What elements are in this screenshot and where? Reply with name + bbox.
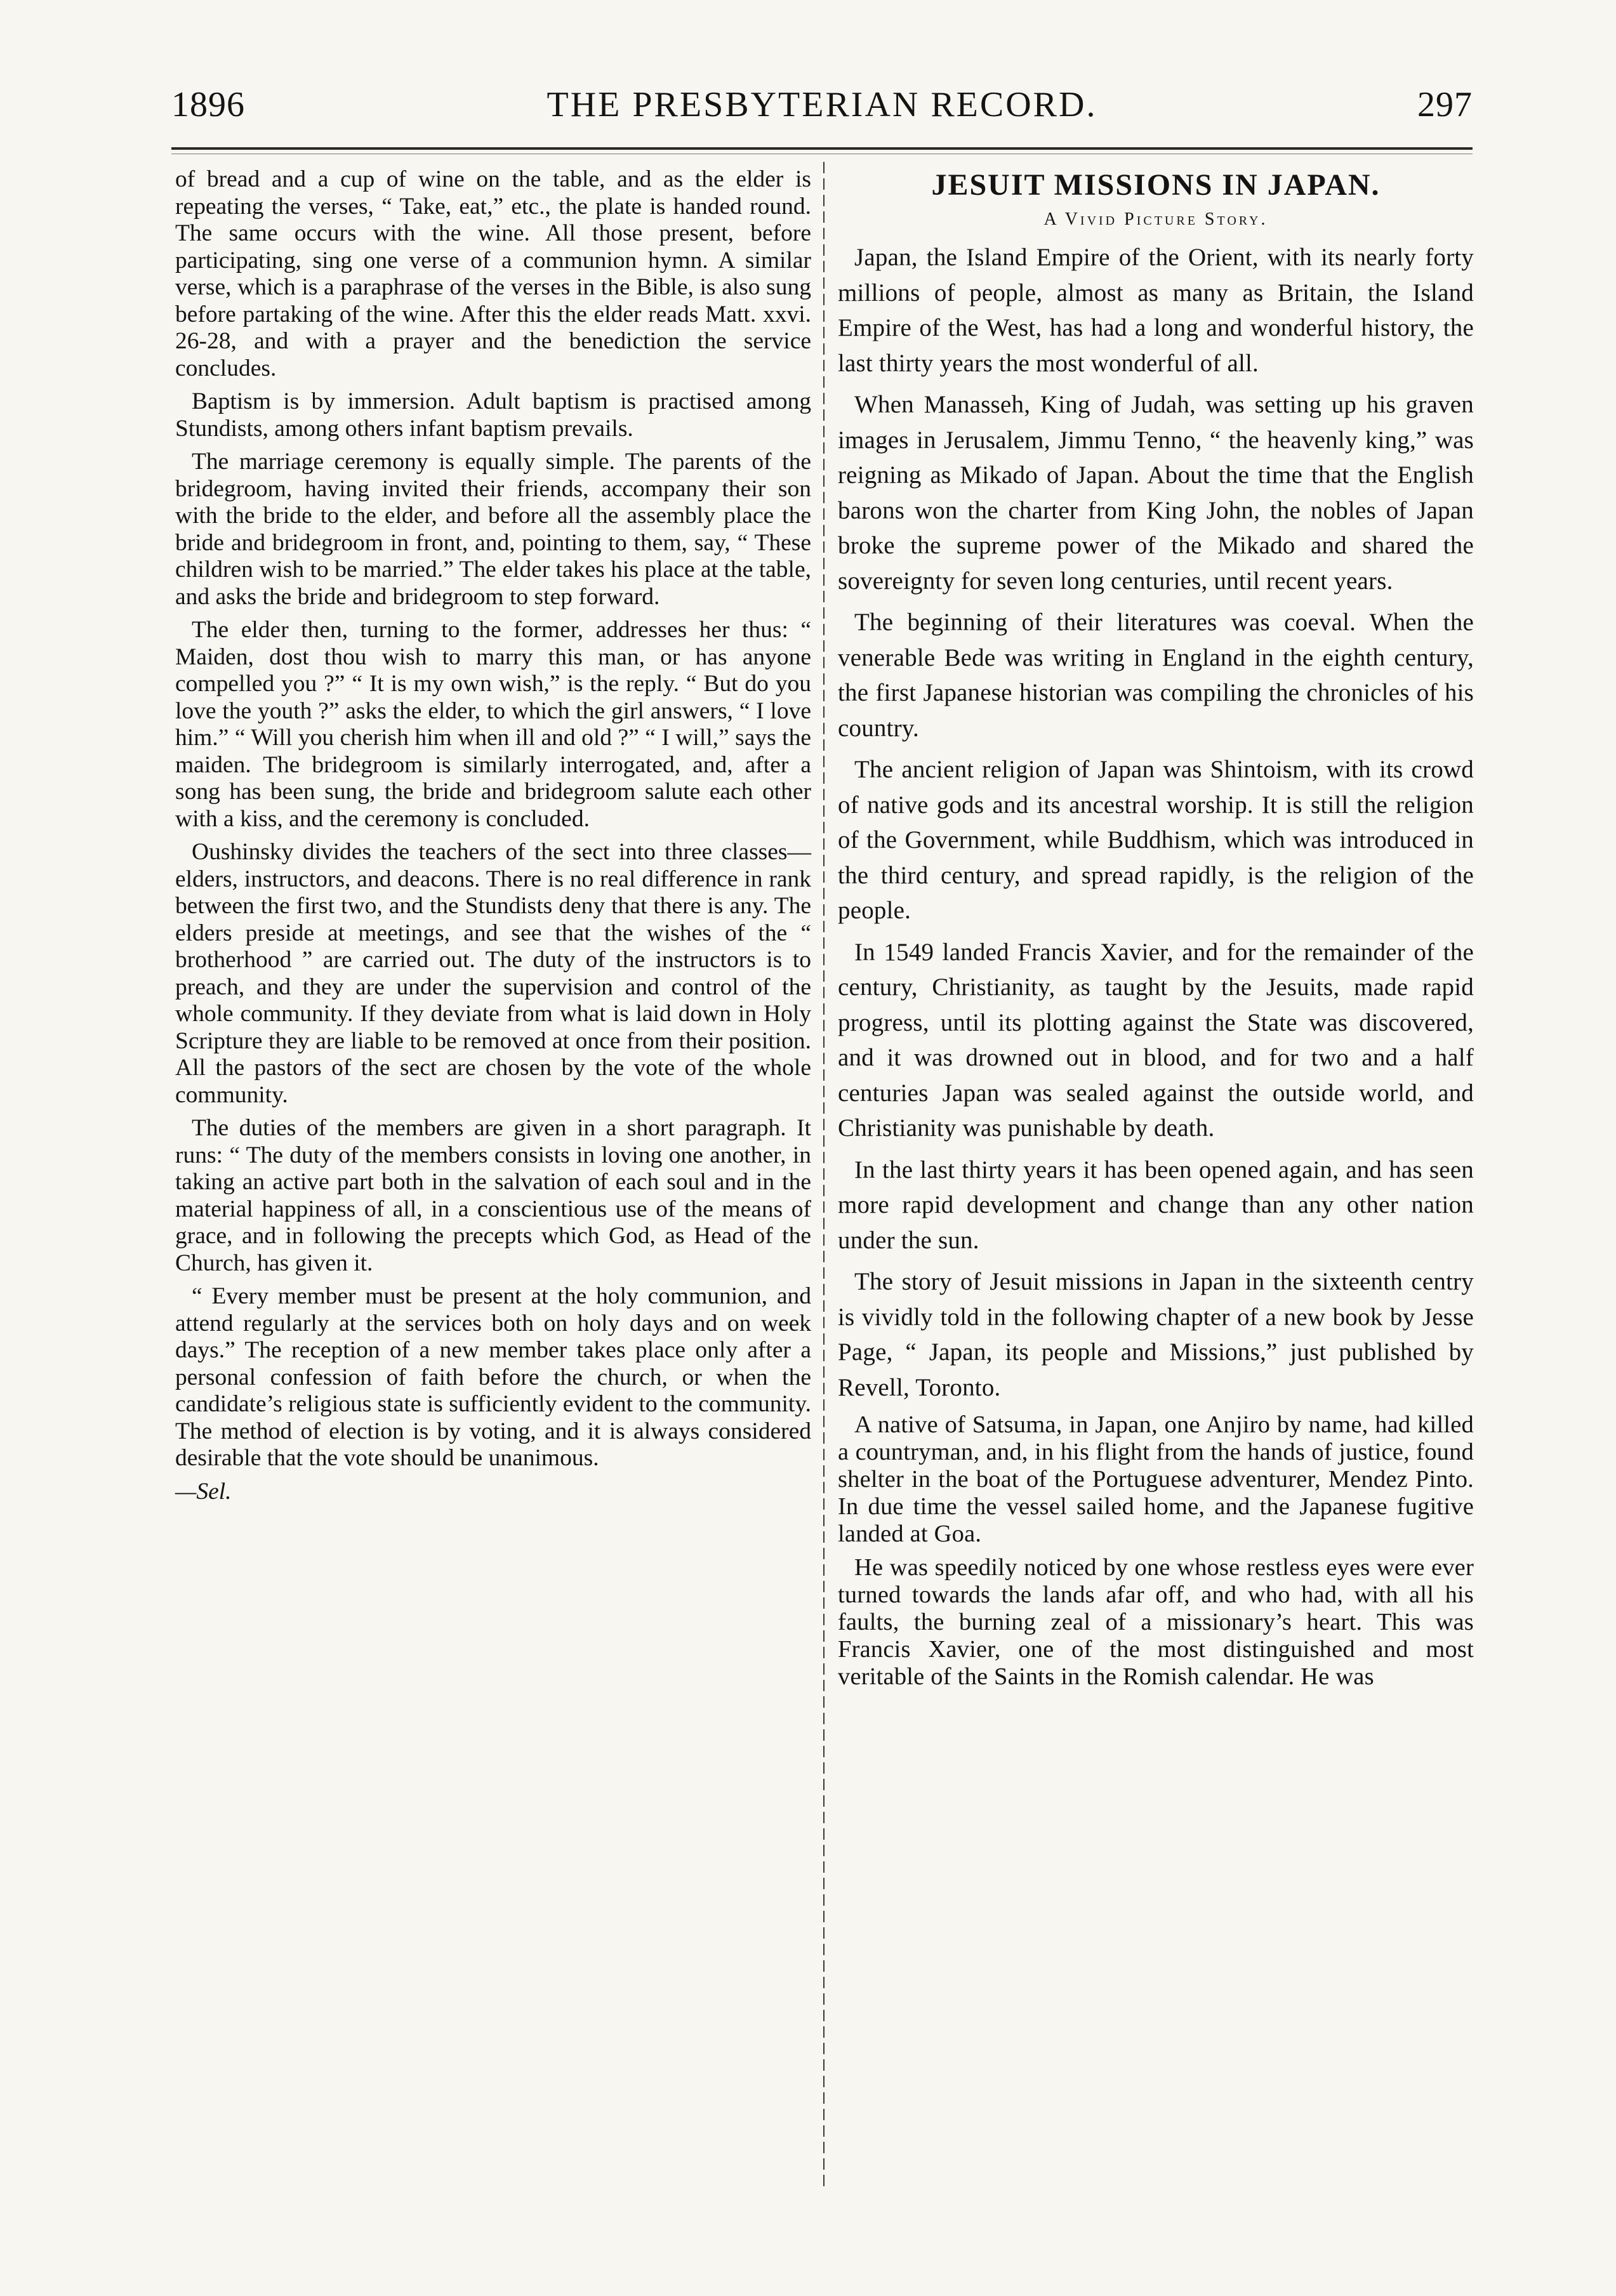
article-title: JESUIT MISSIONS IN JAPAN. <box>931 168 1381 202</box>
left-paragraph-2: Baptism is by immersion. Adult baptism is practised among Stundists, among others infant baptism prevails. <box>175 388 811 442</box>
header-page-number: 297 <box>1417 85 1473 124</box>
left-signature: —Sel. <box>175 1478 232 1505</box>
header-rule <box>171 147 1473 150</box>
left-column <box>175 166 811 1512</box>
right-paragraph-2: When Manasseh, King of Judah, was setting up his graven images in Jerusalem, Jimmu Tenno, “ the heavenly king,” was reigning as Mikado of Japan. About the time that the English barons won the charter from King John, the nobles of Japan broke the supreme power of the Mikado and shared the sovereignty for seven long centuries, until recent years. <box>838 391 1474 595</box>
header-year: 1896 <box>171 85 245 124</box>
left-paragraph-6: The duties of the members are given in a short paragraph. It runs: “ The duty of the members consists in loving one another, in taking an active part both in the salvation of each soul and in the material happiness of all, in a conscientious use of the means of grace, and in following the precepts which God, as Head of the Church, has given it. <box>175 1115 811 1276</box>
right-paragraph-5: In 1549 landed Francis Xavier, and for the remainder of the century, Christianity, as taught by the Jesuits, made rapid progress, until its plotting against the State was discovered, and it was drowned out in blood, and for two and a half centuries Japan was sealed against the outside world, and Christianity was punishable by death. <box>838 938 1474 1142</box>
header-title: THE PRESBYTERIAN RECORD. <box>546 85 1097 124</box>
right-paragraph-9: He was speedily noticed by one whose restless eyes were ever turned towards the lands afar off, and who had, with all his faults, the burning zeal of a missionary’s heart. This was Francis Xavier, one of the most distinguished and most veritable of the Saints in the Romish calendar. He was <box>838 1554 1474 1690</box>
left-paragraph-1: of bread and a cup of wine on the table, and as the elder is repeating the verses, “ Take, eat,” etc., the plate is handed round. The same occurs with the wine. All those present, before participating, sing one verse of a communion hymn. A similar verse, which is a paraphrase of the verses in the Bible, is also sung before partaking of the wine. After this the elder reads Matt. xxvi. 26-28, and with a prayer and the benediction the service concludes. <box>175 166 811 381</box>
right-paragraph-3: The beginning of their literatures was coeval. When the venerable Bede was writing in England in the eighth century, the first Japanese historian was compiling the chronicles of his country. <box>838 609 1474 742</box>
left-paragraph-4: The elder then, turning to the former, addresses her thus: “ Maiden, dost thou wish to marry this man, or has anyone compelled you ?” “ It is my own wish,” is the reply. “ But do you love the youth ?” asks the elder, to which the girl answers, “ I love him.” “ Will you cherish him when ill and old ?” “ I will,” says the maiden. The bridegroom is similarly interrogated, and, after a song has been sung, the bride and bridegroom salute each other with a kiss, and the ceremony is concluded. <box>175 617 811 832</box>
right-paragraph-7: The story of Jesuit missions in Japan in the sixteenth centry is vividly told in the following chapter of a new book by Jesse Page, “ Japan, its people and Missions,” just published by Revell, Toronto. <box>838 1268 1474 1401</box>
article-subtitle: A Vivid Picture Story. <box>1043 209 1268 229</box>
left-paragraph-3: The marriage ceremony is equally simple. The parents of the bridegroom, having invited their friends, accompany their son with the bride to the elder, and before all the assembly place the bride and bridegroom in front, and, pointing to them, say, “ These children wish to be married.” The elder takes his place at the table, and asks the bride and bridegroom to step forward. <box>175 449 811 610</box>
right-paragraph-4: The ancient religion of Japan was Shintoism, with its crowd of native gods and its ancestral worship. It is still the religion of the Government, while Buddhism, which was introduced in the third century, and spread rapidly, is the religion of the people. <box>838 756 1474 924</box>
right-paragraph-1: Japan, the Island Empire of the Orient, with its nearly forty millions of people, almost as many as Britain, the Island Empire of the West, has had a long and wonderful history, the last thirty years the most wonderful of all. <box>838 244 1474 377</box>
left-paragraph-5: Oushinsky divides the teachers of the sect into three classes—elders, instructors, and deacons. There is no real difference in rank between the first two, and the Stundists deny that there is any. The elders preside at meetings, and see that the wishes of the “ brotherhood ” are carried out. The duty of the instructors is to preach, and they are under the supervision and control of the whole community. If they deviate from what is laid down in Holy Scripture they are liable to be removed at once from their position. All the pastors of the sect are chosen by the vote of the whole community. <box>175 839 811 1108</box>
right-paragraph-6: In the last thirty years it has been opened again, and has seen more rapid development and change than any other nation under the sun. <box>838 1156 1474 1254</box>
right-paragraph-8: A native of Satsuma, in Japan, one Anjiro by name, had killed a countryman, and, in his flight from the hands of justice, found shelter in the boat of the Portuguese adventurer, Mendez Pinto. In due time the vessel sailed home, and the Japanese fugitive landed at Goa. <box>838 1411 1474 1547</box>
page-header <box>171 79 1473 136</box>
right-column <box>838 166 1474 1697</box>
left-paragraph-7: “ Every member must be present at the holy communion, and attend regularly at the services both on holy days and on week days.” The reception of a new member takes place only after a personal confession of faith before the church, or when the candidate’s religious state is sufficiently evident to the community. The method of election is by voting, and it is always considered desirable that the vote should be unanimous. <box>175 1283 811 1471</box>
column-divider <box>823 162 825 2189</box>
